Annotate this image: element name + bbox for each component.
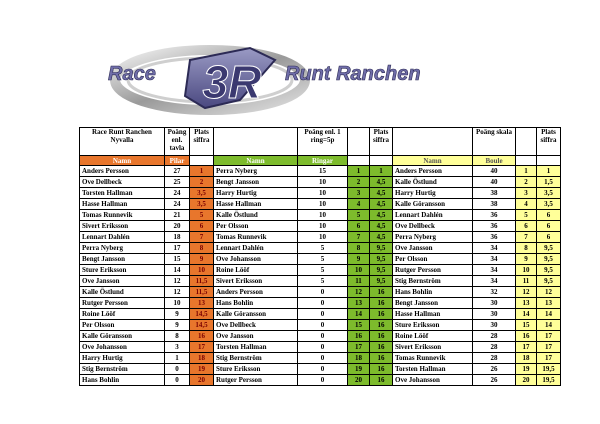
cell-name-ringar: Bengt Jansson xyxy=(214,177,298,188)
header-g3-points: Poäng skala xyxy=(473,128,516,156)
cell-rank-boule: 15 xyxy=(516,320,537,331)
cell-points-ringar: 0 xyxy=(298,320,348,331)
header-g2-blank xyxy=(214,128,298,156)
cell-name-ringar: Ove Johansson xyxy=(214,254,298,265)
cell-rank-ringar: 11 xyxy=(348,276,370,287)
cell-place-ringar: 4,5 xyxy=(370,232,393,243)
cell-place-boule: 6 xyxy=(537,232,561,243)
cell-name-boule: Per Olsson xyxy=(393,254,473,265)
cell-place-pilar: 11,5 xyxy=(190,276,214,287)
cell-name-boule: Ove Dellbeck xyxy=(393,221,473,232)
sub-g1-blank xyxy=(190,156,214,166)
table-row xyxy=(80,210,561,221)
cell-points-pilar: 10 xyxy=(165,298,190,309)
table-row xyxy=(80,331,561,342)
cell-name-pilar: Roine Lööf xyxy=(80,309,165,320)
cell-points-ringar: 0 xyxy=(298,298,348,309)
cell-name-ringar: Hasse Hallman xyxy=(214,199,298,210)
table-body xyxy=(80,166,561,386)
cell-rank-boule: 11 xyxy=(516,276,537,287)
cell-name-pilar: Tomas Runnevik xyxy=(80,210,165,221)
cell-rank-boule: 6 xyxy=(516,221,537,232)
cell-place-boule: 6 xyxy=(537,210,561,221)
cell-rank-boule: 7 xyxy=(516,232,537,243)
cell-name-pilar: Kalle Göransson xyxy=(80,331,165,342)
cell-place-pilar: 14,5 xyxy=(190,309,214,320)
cell-name-ringar: Harry Hurtig xyxy=(214,188,298,199)
cell-points-pilar: 20 xyxy=(165,221,190,232)
cell-points-pilar: 15 xyxy=(165,254,190,265)
cell-points-pilar: 3 xyxy=(165,342,190,353)
cell-points-ringar: 10 xyxy=(298,199,348,210)
cell-name-boule: Perra Nyberg xyxy=(393,232,473,243)
cell-name-pilar: Rutger Persson xyxy=(80,298,165,309)
cell-rank-boule: 5 xyxy=(516,210,537,221)
cell-points-pilar: 8 xyxy=(165,331,190,342)
header-row xyxy=(80,128,561,156)
table-row xyxy=(80,375,561,386)
cell-points-ringar: 5 xyxy=(298,254,348,265)
header-g2-blank2 xyxy=(348,128,370,156)
sub-g1-name: Namn xyxy=(80,156,165,166)
cell-points-boule: 30 xyxy=(473,309,516,320)
cell-rank-boule: 8 xyxy=(516,243,537,254)
cell-name-pilar: Hans Bohlin xyxy=(80,375,165,386)
cell-name-pilar: Anders Persson xyxy=(80,166,165,177)
cell-place-ringar: 9,5 xyxy=(370,276,393,287)
cell-points-boule: 36 xyxy=(473,221,516,232)
cell-points-ringar: 0 xyxy=(298,375,348,386)
cell-rank-boule: 16 xyxy=(516,331,537,342)
cell-rank-ringar: 19 xyxy=(348,364,370,375)
table-row xyxy=(80,166,561,177)
cell-points-boule: 38 xyxy=(473,188,516,199)
table-row xyxy=(80,342,561,353)
cell-place-pilar: 11,5 xyxy=(190,287,214,298)
cell-points-boule: 30 xyxy=(473,320,516,331)
cell-place-ringar: 16 xyxy=(370,320,393,331)
cell-place-boule: 9,5 xyxy=(537,265,561,276)
subheader-row xyxy=(80,156,561,166)
cell-points-pilar: 12 xyxy=(165,276,190,287)
cell-place-pilar: 18 xyxy=(190,353,214,364)
cell-points-pilar: 24 xyxy=(165,199,190,210)
cell-place-boule: 3,5 xyxy=(537,188,561,199)
cell-place-boule: 1 xyxy=(537,166,561,177)
cell-place-pilar: 17 xyxy=(190,342,214,353)
cell-place-pilar: 3,5 xyxy=(190,199,214,210)
cell-place-ringar: 4,5 xyxy=(370,221,393,232)
cell-name-pilar: Perra Nyberg xyxy=(80,243,165,254)
cell-name-ringar: Hans Bohlin xyxy=(214,298,298,309)
cell-points-pilar: 1 xyxy=(165,353,190,364)
cell-rank-ringar: 7 xyxy=(348,232,370,243)
cell-rank-ringar: 10 xyxy=(348,265,370,276)
header-g3-blank2 xyxy=(516,128,537,156)
table-title: Race Runt Ranchen xyxy=(92,128,152,136)
cell-place-ringar: 16 xyxy=(370,298,393,309)
cell-rank-boule: 14 xyxy=(516,309,537,320)
cell-points-pilar: 14 xyxy=(165,265,190,276)
header-g1-place: Plats siffra xyxy=(190,128,214,156)
cell-points-ringar: 10 xyxy=(298,232,348,243)
logo-right-words: Runt Ranchen xyxy=(285,63,421,85)
cell-rank-ringar: 1 xyxy=(348,166,370,177)
cell-place-boule: 9,5 xyxy=(537,276,561,287)
cell-points-pilar: 18 xyxy=(165,232,190,243)
cell-place-ringar: 16 xyxy=(370,342,393,353)
cell-rank-ringar: 17 xyxy=(348,342,370,353)
cell-rank-ringar: 20 xyxy=(348,375,370,386)
sub-g3-name: Namn xyxy=(393,156,473,166)
sub-g1-metric: Pilar xyxy=(165,156,190,166)
cell-name-boule: Bengt Jansson xyxy=(393,298,473,309)
cell-name-pilar: Ove Dellbeck xyxy=(80,177,165,188)
cell-place-pilar: 13 xyxy=(190,298,214,309)
cell-place-pilar: 19 xyxy=(190,364,214,375)
cell-name-pilar: Sivert Eriksson xyxy=(80,221,165,232)
cell-name-boule: Kalle Göransson xyxy=(393,199,473,210)
cell-points-boule: 26 xyxy=(473,364,516,375)
cell-name-boule: Harry Hurtig xyxy=(393,188,473,199)
cell-place-ringar: 9,5 xyxy=(370,254,393,265)
table-row xyxy=(80,309,561,320)
cell-name-ringar: Rutger Persson xyxy=(214,375,298,386)
cell-name-ringar: Sivert Eriksson xyxy=(214,276,298,287)
cell-rank-ringar: 13 xyxy=(348,298,370,309)
cell-place-boule: 14 xyxy=(537,320,561,331)
cell-name-boule: Torsten Hallman xyxy=(393,364,473,375)
cell-rank-ringar: 2 xyxy=(348,177,370,188)
cell-place-boule: 17 xyxy=(537,342,561,353)
sub-g2-blank2 xyxy=(370,156,393,166)
cell-name-boule: Sivert Eriksson xyxy=(393,342,473,353)
table-row xyxy=(80,221,561,232)
cell-name-ringar: Torsten Hallman xyxy=(214,342,298,353)
results-table xyxy=(79,127,561,386)
sub-g3-metric: Boule xyxy=(473,156,516,166)
cell-rank-ringar: 6 xyxy=(348,221,370,232)
cell-name-ringar: Perra Nyberg xyxy=(214,166,298,177)
cell-rank-ringar: 14 xyxy=(348,309,370,320)
cell-place-pilar: 8 xyxy=(190,243,214,254)
cell-points-boule: 34 xyxy=(473,276,516,287)
cell-name-boule: Hasse Hallman xyxy=(393,309,473,320)
cell-place-ringar: 4,5 xyxy=(370,188,393,199)
cell-rank-ringar: 3 xyxy=(348,188,370,199)
cell-name-pilar: Hasse Hallman xyxy=(80,199,165,210)
cell-points-ringar: 10 xyxy=(298,188,348,199)
cell-name-ringar: Sture Eriksson xyxy=(214,364,298,375)
cell-place-ringar: 16 xyxy=(370,309,393,320)
table-row xyxy=(80,364,561,375)
cell-points-pilar: 24 xyxy=(165,188,190,199)
cell-place-pilar: 10 xyxy=(190,265,214,276)
cell-rank-boule: 4 xyxy=(516,199,537,210)
cell-name-ringar: Ove Dellbeck xyxy=(214,320,298,331)
cell-rank-boule: 13 xyxy=(516,298,537,309)
cell-name-ringar: Anders Persson xyxy=(214,287,298,298)
cell-place-boule: 17 xyxy=(537,331,561,342)
cell-name-boule: Lennart Dahlén xyxy=(393,210,473,221)
cell-name-ringar: Kalle Östlund xyxy=(214,210,298,221)
cell-rank-boule: 2 xyxy=(516,177,537,188)
table-row xyxy=(80,199,561,210)
cell-name-pilar: Bengt Jansson xyxy=(80,254,165,265)
cell-place-boule: 14 xyxy=(537,309,561,320)
cell-name-ringar: Lennart Dahlén xyxy=(214,243,298,254)
cell-points-pilar: 27 xyxy=(165,166,190,177)
cell-place-boule: 1,5 xyxy=(537,177,561,188)
cell-rank-boule: 10 xyxy=(516,265,537,276)
cell-points-ringar: 0 xyxy=(298,342,348,353)
cell-place-ringar: 4,5 xyxy=(370,199,393,210)
cell-points-pilar: 0 xyxy=(165,375,190,386)
cell-place-boule: 9,5 xyxy=(537,243,561,254)
table-title-cell xyxy=(80,128,165,156)
header-g2-points: Poäng enl. 1 ring=5p xyxy=(298,128,348,156)
cell-name-pilar: Per Olsson xyxy=(80,320,165,331)
cell-points-boule: 34 xyxy=(473,243,516,254)
cell-place-ringar: 4,5 xyxy=(370,177,393,188)
cell-points-pilar: 9 xyxy=(165,309,190,320)
cell-points-pilar: 12 xyxy=(165,287,190,298)
cell-rank-boule: 12 xyxy=(516,287,537,298)
cell-name-pilar: Ove Jansson xyxy=(80,276,165,287)
cell-points-pilar: 0 xyxy=(165,364,190,375)
cell-place-ringar: 16 xyxy=(370,375,393,386)
cell-place-boule: 19,5 xyxy=(537,364,561,375)
cell-points-boule: 34 xyxy=(473,265,516,276)
cell-place-ringar: 9,5 xyxy=(370,243,393,254)
cell-points-boule: 36 xyxy=(473,210,516,221)
sub-g2-name: Namn xyxy=(214,156,298,166)
cell-rank-ringar: 15 xyxy=(348,320,370,331)
cell-rank-ringar: 8 xyxy=(348,243,370,254)
table-row xyxy=(80,243,561,254)
cell-name-pilar: Ove Johansson xyxy=(80,342,165,353)
cell-name-boule: Ove Jansson xyxy=(393,243,473,254)
cell-rank-ringar: 9 xyxy=(348,254,370,265)
table-row xyxy=(80,177,561,188)
cell-name-boule: Rutger Persson xyxy=(393,265,473,276)
cell-rank-boule: 9 xyxy=(516,254,537,265)
cell-points-pilar: 17 xyxy=(165,243,190,254)
header-g3-blank xyxy=(393,128,473,156)
cell-points-ringar: 5 xyxy=(298,276,348,287)
table-row xyxy=(80,232,561,243)
cell-points-boule: 34 xyxy=(473,254,516,265)
cell-points-boule: 40 xyxy=(473,166,516,177)
cell-name-ringar: Kalle Göransson xyxy=(214,309,298,320)
cell-name-ringar: Ove Jansson xyxy=(214,331,298,342)
cell-points-boule: 36 xyxy=(473,232,516,243)
cell-place-ringar: 1 xyxy=(370,166,393,177)
cell-place-pilar: 7 xyxy=(190,232,214,243)
cell-points-boule: 28 xyxy=(473,353,516,364)
sub-g2-blank xyxy=(348,156,370,166)
cell-place-pilar: 16 xyxy=(190,331,214,342)
cell-points-ringar: 5 xyxy=(298,265,348,276)
cell-place-ringar: 16 xyxy=(370,331,393,342)
cell-place-ringar: 16 xyxy=(370,364,393,375)
cell-name-ringar: Tomas Runnevik xyxy=(214,232,298,243)
cell-place-pilar: 6 xyxy=(190,221,214,232)
cell-place-boule: 13 xyxy=(537,298,561,309)
cell-place-pilar: 1 xyxy=(190,166,214,177)
cell-place-pilar: 20 xyxy=(190,375,214,386)
cell-place-ringar: 4,5 xyxy=(370,210,393,221)
cell-rank-boule: 19 xyxy=(516,364,537,375)
cell-points-boule: 38 xyxy=(473,199,516,210)
cell-name-boule: Roine Lööf xyxy=(393,331,473,342)
cell-points-boule: 26 xyxy=(473,375,516,386)
cell-name-pilar: Lennart Dahlén xyxy=(80,232,165,243)
cell-place-boule: 3,5 xyxy=(537,199,561,210)
cell-name-pilar: Sture Eriksson xyxy=(80,265,165,276)
header-g3-place: Plats siffra xyxy=(537,128,561,156)
cell-name-ringar: Per Olsson xyxy=(214,221,298,232)
cell-rank-ringar: 16 xyxy=(348,331,370,342)
cell-name-boule: Tomas Runnevik xyxy=(393,353,473,364)
logo-center-text: 3R xyxy=(202,56,262,108)
cell-points-ringar: 10 xyxy=(298,221,348,232)
cell-place-boule: 19,5 xyxy=(537,375,561,386)
cell-name-pilar: Stig Bernström xyxy=(80,364,165,375)
cell-points-boule: 40 xyxy=(473,177,516,188)
cell-rank-ringar: 12 xyxy=(348,287,370,298)
cell-rank-boule: 17 xyxy=(516,342,537,353)
cell-place-boule: 9,5 xyxy=(537,254,561,265)
cell-name-pilar: Harry Hurtig xyxy=(80,353,165,364)
sub-g3-blank2 xyxy=(537,156,561,166)
cell-points-pilar: 9 xyxy=(165,320,190,331)
cell-name-boule: Stig Bernström xyxy=(393,276,473,287)
cell-rank-ringar: 18 xyxy=(348,353,370,364)
cell-place-ringar: 16 xyxy=(370,287,393,298)
race-runt-ranchen-logo xyxy=(0,0,600,125)
cell-place-boule: 17 xyxy=(537,353,561,364)
cell-points-ringar: 0 xyxy=(298,287,348,298)
cell-points-boule: 30 xyxy=(473,298,516,309)
table-row xyxy=(80,320,561,331)
cell-place-ringar: 16 xyxy=(370,353,393,364)
cell-rank-ringar: 5 xyxy=(348,210,370,221)
cell-name-boule: Ove Johansson xyxy=(393,375,473,386)
table-row xyxy=(80,254,561,265)
sub-g3-blank xyxy=(516,156,537,166)
header-g2-place: Plats siffra xyxy=(370,128,393,156)
table-row xyxy=(80,188,561,199)
cell-points-pilar: 21 xyxy=(165,210,190,221)
cell-rank-ringar: 4 xyxy=(348,199,370,210)
cell-rank-boule: 18 xyxy=(516,353,537,364)
cell-name-boule: Anders Persson xyxy=(393,166,473,177)
cell-place-pilar: 9 xyxy=(190,254,214,265)
table-row xyxy=(80,276,561,287)
cell-points-ringar: 0 xyxy=(298,353,348,364)
sub-g2-metric: Ringar xyxy=(298,156,348,166)
cell-points-ringar: 10 xyxy=(298,177,348,188)
cell-name-pilar: Torsten Hallman xyxy=(80,188,165,199)
table-subtitle: Nyvalla xyxy=(110,136,134,144)
table-row xyxy=(80,353,561,364)
cell-points-ringar: 0 xyxy=(298,331,348,342)
cell-name-ringar: Stig Bernström xyxy=(214,353,298,364)
table-row xyxy=(80,265,561,276)
cell-name-boule: Sture Eriksson xyxy=(393,320,473,331)
table-row xyxy=(80,287,561,298)
cell-points-ringar: 0 xyxy=(298,364,348,375)
cell-name-pilar: Kalle Östlund xyxy=(80,287,165,298)
cell-place-pilar: 3,5 xyxy=(190,188,214,199)
cell-points-ringar: 15 xyxy=(298,166,348,177)
cell-points-boule: 28 xyxy=(473,342,516,353)
cell-name-boule: Kalle Östlund xyxy=(393,177,473,188)
cell-rank-boule: 20 xyxy=(516,375,537,386)
logo-left-word: Race xyxy=(108,63,156,85)
cell-name-ringar: Roine Lööf xyxy=(214,265,298,276)
cell-rank-boule: 3 xyxy=(516,188,537,199)
cell-points-pilar: 25 xyxy=(165,177,190,188)
cell-place-ringar: 9,5 xyxy=(370,265,393,276)
cell-place-boule: 12 xyxy=(537,287,561,298)
cell-points-boule: 32 xyxy=(473,287,516,298)
cell-points-boule: 28 xyxy=(473,331,516,342)
cell-points-ringar: 5 xyxy=(298,243,348,254)
cell-rank-boule: 1 xyxy=(516,166,537,177)
cell-place-boule: 6 xyxy=(537,221,561,232)
table-row xyxy=(80,298,561,309)
cell-points-ringar: 0 xyxy=(298,309,348,320)
header-g1-points: Poäng enl. tavla xyxy=(165,128,190,156)
cell-place-pilar: 14,5 xyxy=(190,320,214,331)
cell-place-pilar: 5 xyxy=(190,210,214,221)
cell-name-boule: Hans Bohlin xyxy=(393,287,473,298)
cell-place-pilar: 2 xyxy=(190,177,214,188)
cell-points-ringar: 10 xyxy=(298,210,348,221)
